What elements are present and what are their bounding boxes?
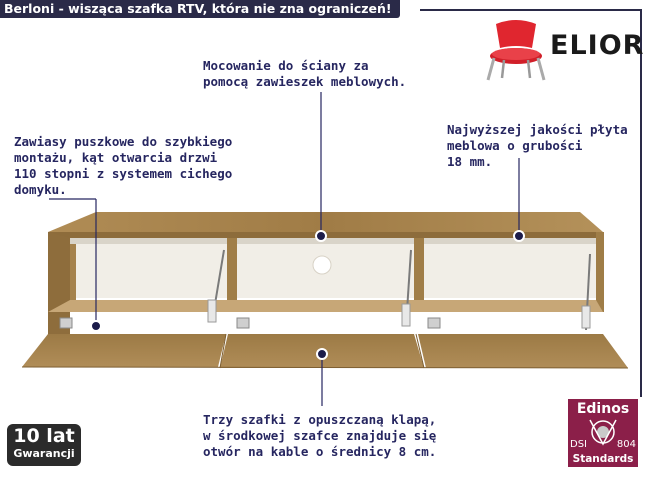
warranty-badge [7, 424, 81, 466]
callout-mounting: Mocowanie do ściany za pomocą zawieszek meblowych. [203, 58, 407, 89]
certificate-label: Standards [572, 453, 634, 465]
brand-name: ELIOR [550, 30, 645, 61]
certificate-right-mark: 804 [616, 439, 636, 450]
callout-cabinets: Trzy szafki z opuszczaną klapą, w środkowej szafce znajduje się otwór na kable o średnicy 8 cm. [203, 412, 437, 459]
edinos-certificate-badge [568, 399, 638, 467]
warranty-years: 10 lat [13, 425, 75, 447]
certificate-brand: Edinos [576, 401, 630, 417]
callout-hinges: Zawiasy puszkowe do szybkiego montażu, kąt otwarcia drzwi 110 stopni z systemem cichego domyku. [14, 134, 233, 197]
page-title: Berloni - wisząca szafka RTV, która nie zna ograniczeń! [0, 0, 400, 18]
callout-board: Najwyższej jakości płyta meblowa o grubości 18 mm. [447, 122, 628, 169]
warranty-label: Gwarancji [13, 447, 75, 460]
frame-top-line [420, 9, 642, 11]
certificate-left-mark: DSI [570, 439, 587, 450]
